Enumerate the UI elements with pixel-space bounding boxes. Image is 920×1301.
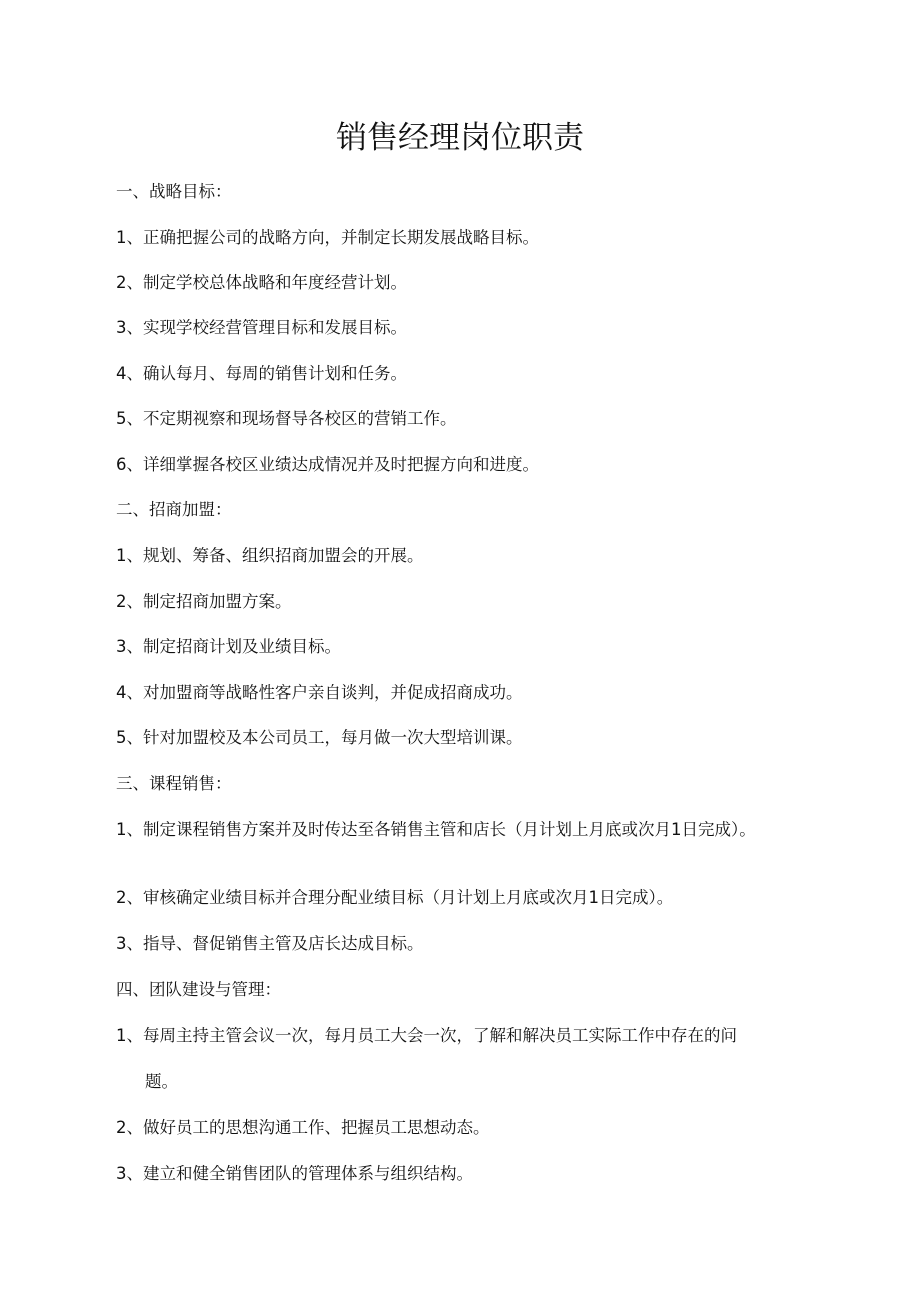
list-item: 1、每周主持主管会议一次，每月员工大会一次，了解和解决员工实际工作中存在的问: [116, 1026, 737, 1045]
list-item: 2、制定学校总体战略和年度经营计划。: [116, 273, 407, 292]
list-item: 5、不定期视察和现场督导各校区的营销工作。: [116, 409, 457, 428]
list-item: 6、详细掌握各校区业绩达成情况并及时把握方向和进度。: [116, 455, 539, 474]
list-item: 2、审核确定业绩目标并合理分配业绩目标（月计划上月底或次月1日完成）。: [116, 888, 674, 907]
list-item: 1、正确把握公司的战略方向，并制定长期发展战略目标。: [116, 228, 539, 247]
list-item: 4、对加盟商等战略性客户亲自谈判，并促成招商成功。: [116, 683, 523, 702]
list-item: 1、制定课程销售方案并及时传达至各销售主管和店长（月计划上月底或次月1日完成）。: [116, 820, 756, 839]
section-heading: 三、课程销售：: [116, 774, 232, 793]
list-item: 2、做好员工的思想沟通工作、把握员工思想动态。: [116, 1118, 490, 1137]
list-item: 5、针对加盟校及本公司员工，每月做一次大型培训课。: [116, 728, 523, 747]
list-item: 1、规划、筹备、组织招商加盟会的开展。: [116, 546, 424, 565]
section-heading: 二、招商加盟：: [116, 500, 232, 519]
list-item: 3、实现学校经营管理目标和发展目标。: [116, 318, 407, 337]
list-item-continuation: 题。: [145, 1072, 178, 1091]
list-item: 2、制定招商加盟方案。: [116, 592, 292, 611]
list-item: 3、建立和健全销售团队的管理体系与组织结构。: [116, 1164, 473, 1183]
list-item: 4、确认每月、每周的销售计划和任务。: [116, 364, 407, 383]
list-item: 3、制定招商计划及业绩目标。: [116, 637, 341, 656]
section-heading: 一、战略目标：: [116, 182, 232, 201]
section-heading: 四、团队建设与管理：: [116, 980, 281, 999]
document-title: 销售经理岗位职责: [336, 120, 584, 156]
list-item: 3、指导、督促销售主管及店长达成目标。: [116, 934, 424, 953]
